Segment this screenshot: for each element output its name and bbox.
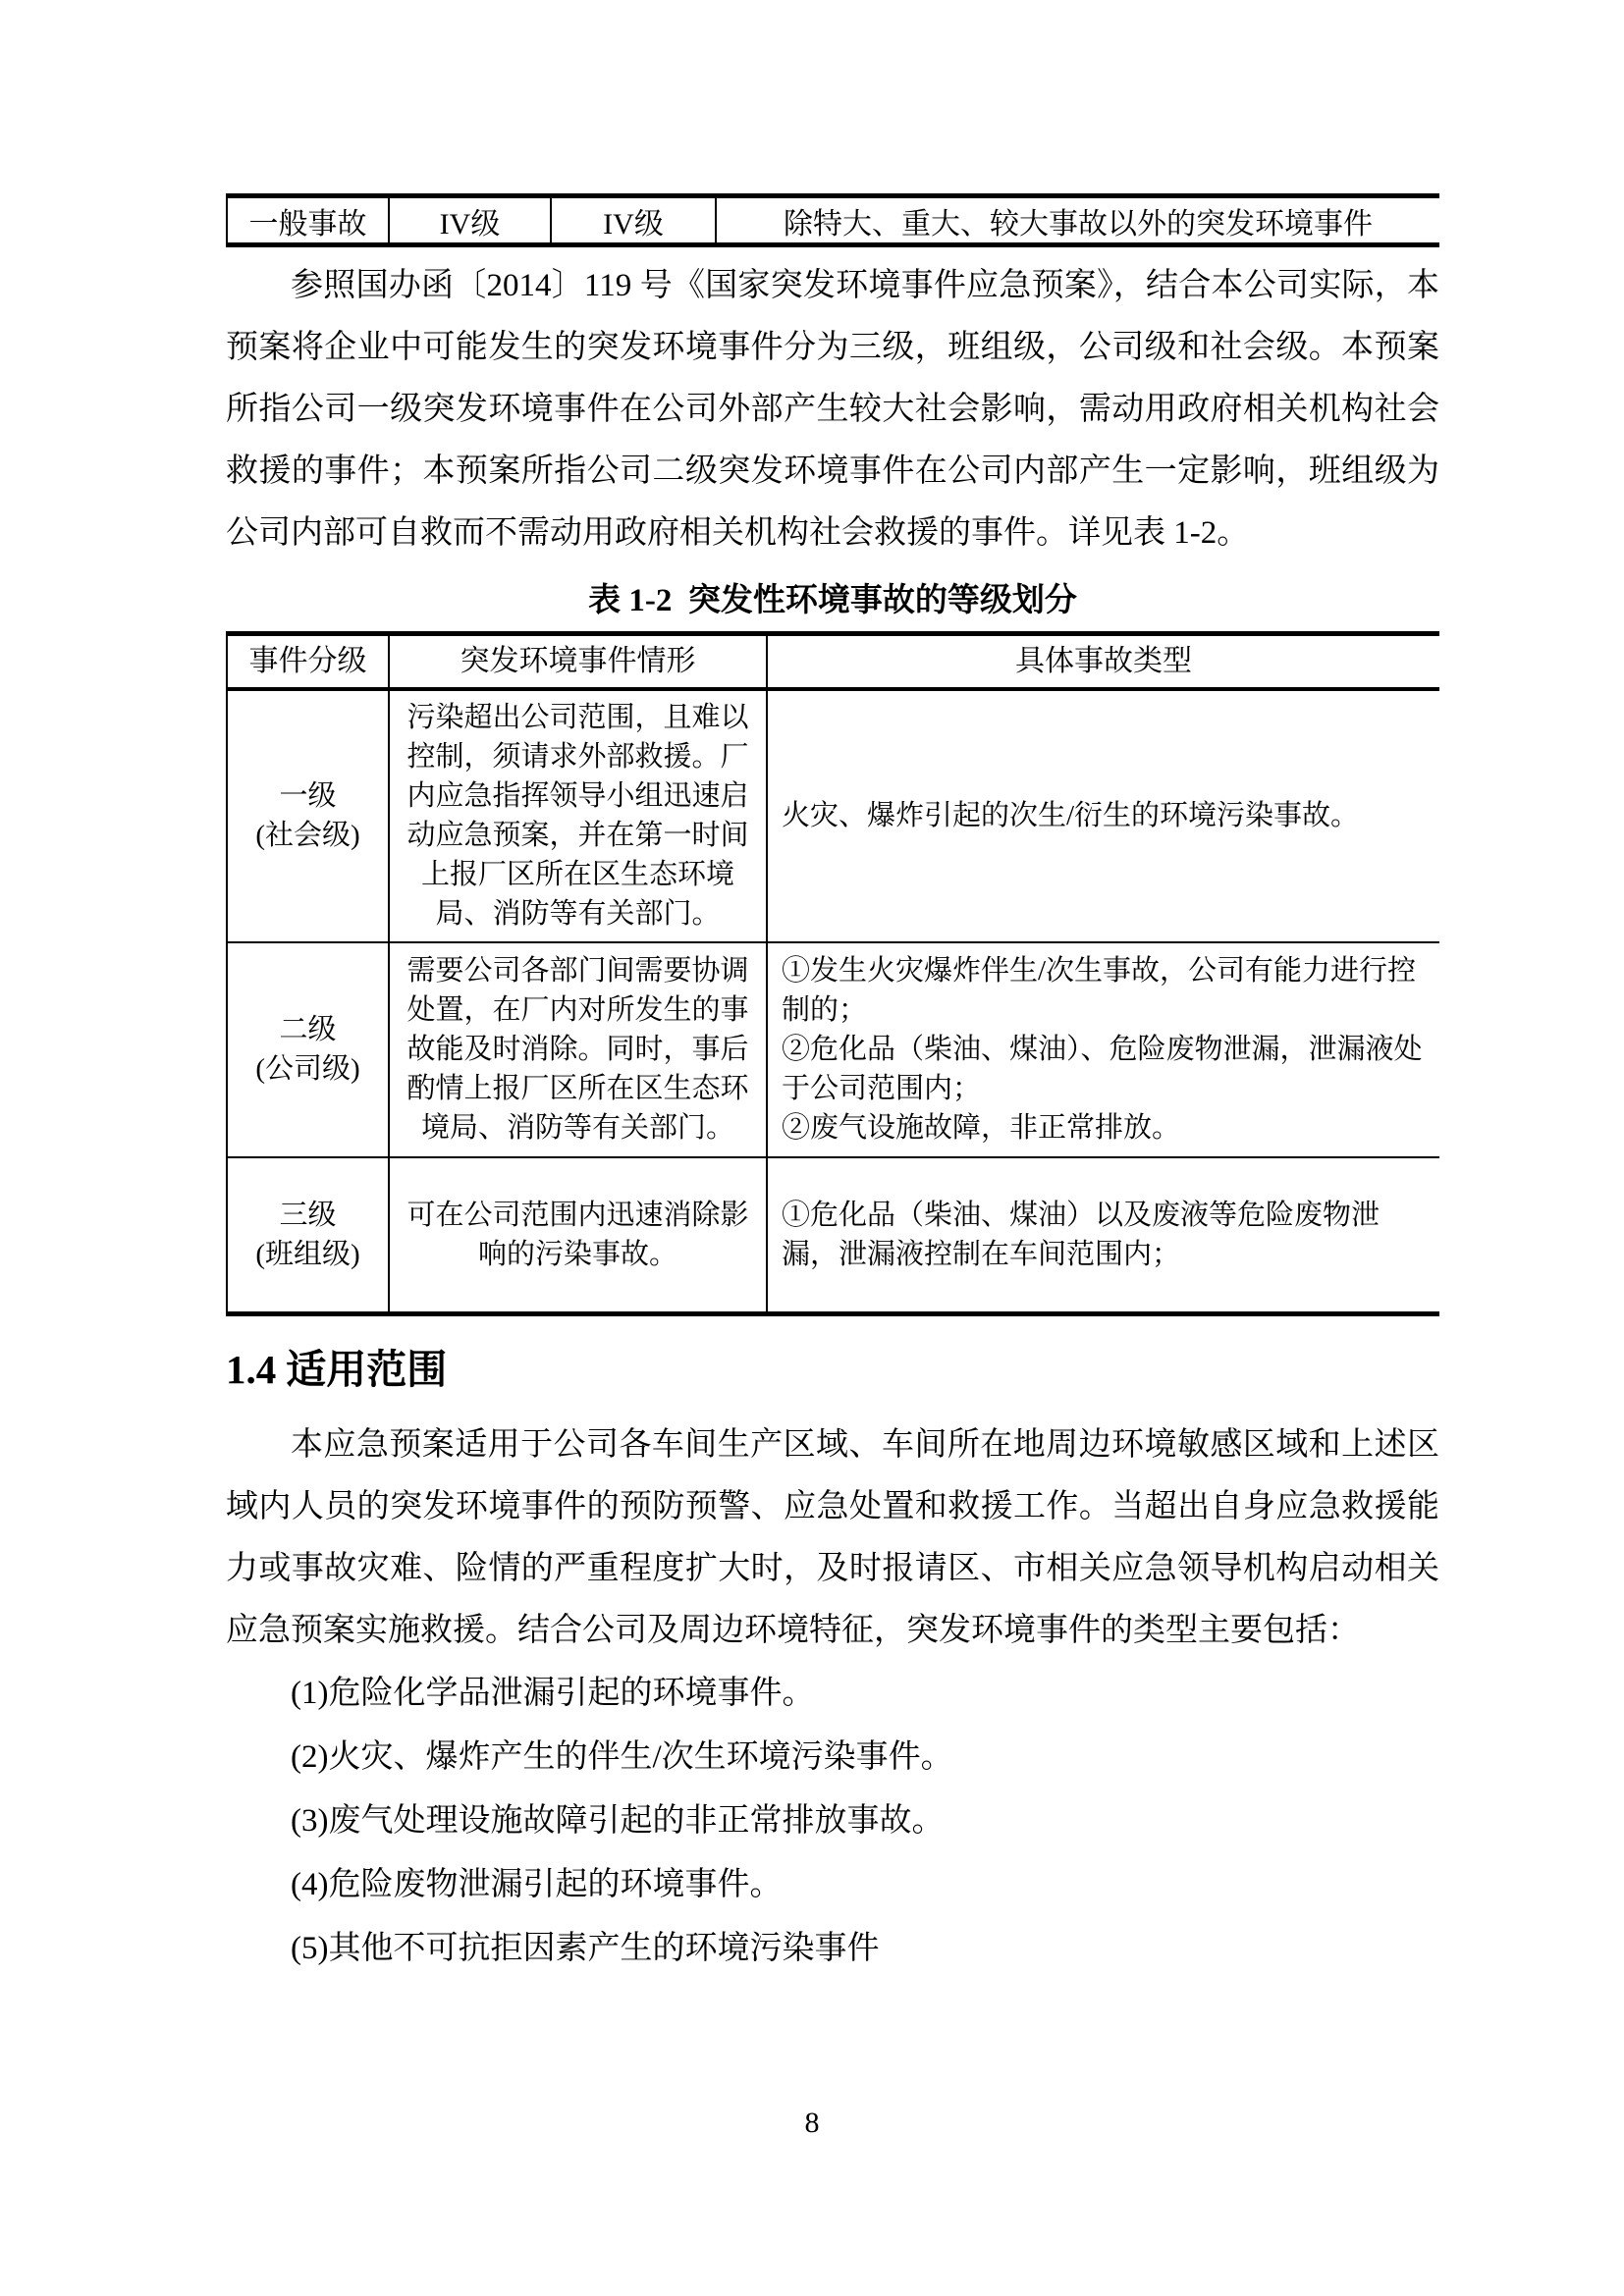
header-situation: 突发环境事件情形	[389, 634, 767, 689]
scope-paragraph: 本应急预案适用于公司各车间生产区域、车间所在地周边环境敏感区域和上述区域内人员的突发环境事件的预防预警、应急处置和救援工作。当超出自身应急救援能力或事故灾难、险情的严重程度扩大时，及时报请区、市相关应急领导机构启动相关应急预案实施救援。结合公司及周边环境特征，突发环境事件的类型主要包括：	[226, 1427, 1439, 1648]
cell-description: 除特大、重大、较大事故以外的突发环境事件	[716, 196, 1439, 245]
table-1-2	[226, 631, 1439, 1316]
table-row-level-2	[227, 942, 1439, 1157]
list-item-4: (4)危险废物泄漏引起的环境事件。	[291, 1867, 783, 1902]
list-item-3: (3)废气处理设施故障引起的非正常排放事故。	[291, 1803, 945, 1839]
table-row-level-1	[227, 689, 1439, 942]
cell-situation-3: 可在公司范围内迅速消除影响的污染事故。	[389, 1157, 767, 1314]
table-row-level-3	[227, 1157, 1439, 1314]
cell-grade-1: IV级	[389, 196, 551, 245]
cell-level-2: 二级 (公司级)	[227, 942, 389, 1157]
cell-accident-level: 一般事故	[227, 196, 389, 245]
table-header-row	[227, 634, 1439, 689]
list-item-1: (1)危险化学品泄漏引起的环境事件。	[291, 1676, 815, 1711]
section-number: 1.4	[226, 1347, 277, 1392]
table-1-2-title: 表 1-2 突发性环境事故的等级划分	[588, 583, 1077, 618]
table-row	[227, 196, 1439, 245]
intro-paragraph: 参照国办函〔2014〕119 号《国家突发环境事件应急预案》，结合本公司实际，本预案将企业中可能发生的突发环境事件分为三级，班组级，公司级和社会级。本预案所指公司一级突发环境事件在公司外部产生较大社会影响，需动用政府相关机构社会救援的事件；本预案所指公司二级突发环境事件在公司内部产生一定影响，班组级为公司内部可自救而不需动用政府相关机构社会救援的事件。详见表 1-2。	[226, 268, 1439, 551]
cell-grade-2: IV级	[551, 196, 716, 245]
header-event-level: 事件分级	[227, 634, 389, 689]
event-type-list	[226, 1662, 1439, 1981]
cell-situation-1: 污染超出公司范围，且难以控制，须请求外部救援。厂内应急指挥领导小组迅速启动应急预案，并在第一时间上报厂区所在区生态环境局、消防等有关部门。	[389, 689, 767, 942]
cell-types-1: 火灾、爆炸引起的次生/衍生的环境污染事故。	[767, 689, 1439, 942]
cell-situation-2: 需要公司各部门间需要协调处置，在厂内对所发生的事故能及时消除。同时，事后酌情上报厂区所在区生态环境局、消防等有关部门。	[389, 942, 767, 1157]
header-accident-type: 具体事故类型	[767, 634, 1439, 689]
cell-types-2: ①发生火灾爆炸伴生/次生事故，公司有能力进行控制的； ②危化品（柴油、煤油）、危险废物泄漏，泄漏液处于公司范围内； ②废气设施故障，非正常排放。	[767, 942, 1439, 1157]
section-heading-1-4	[226, 1342, 1439, 1397]
cell-types-3: ①危化品（柴油、煤油）以及废液等危险废物泄漏，泄漏液控制在车间范围内；	[767, 1157, 1439, 1314]
section-title: 适用范围	[286, 1347, 448, 1392]
continuation-table	[226, 193, 1439, 247]
list-item-5: (5)其他不可抗拒因素产生的环境污染事件	[291, 1931, 880, 1966]
page-content	[226, 0, 1439, 1981]
page-number: 8	[804, 2107, 820, 2139]
cell-level-1: 一级 (社会级)	[227, 689, 389, 942]
list-item-2: (2)火灾、爆炸产生的伴生/次生环境污染事件。	[291, 1739, 953, 1775]
top-margin	[226, 0, 1439, 193]
cell-level-3: 三级 (班组级)	[227, 1157, 389, 1314]
